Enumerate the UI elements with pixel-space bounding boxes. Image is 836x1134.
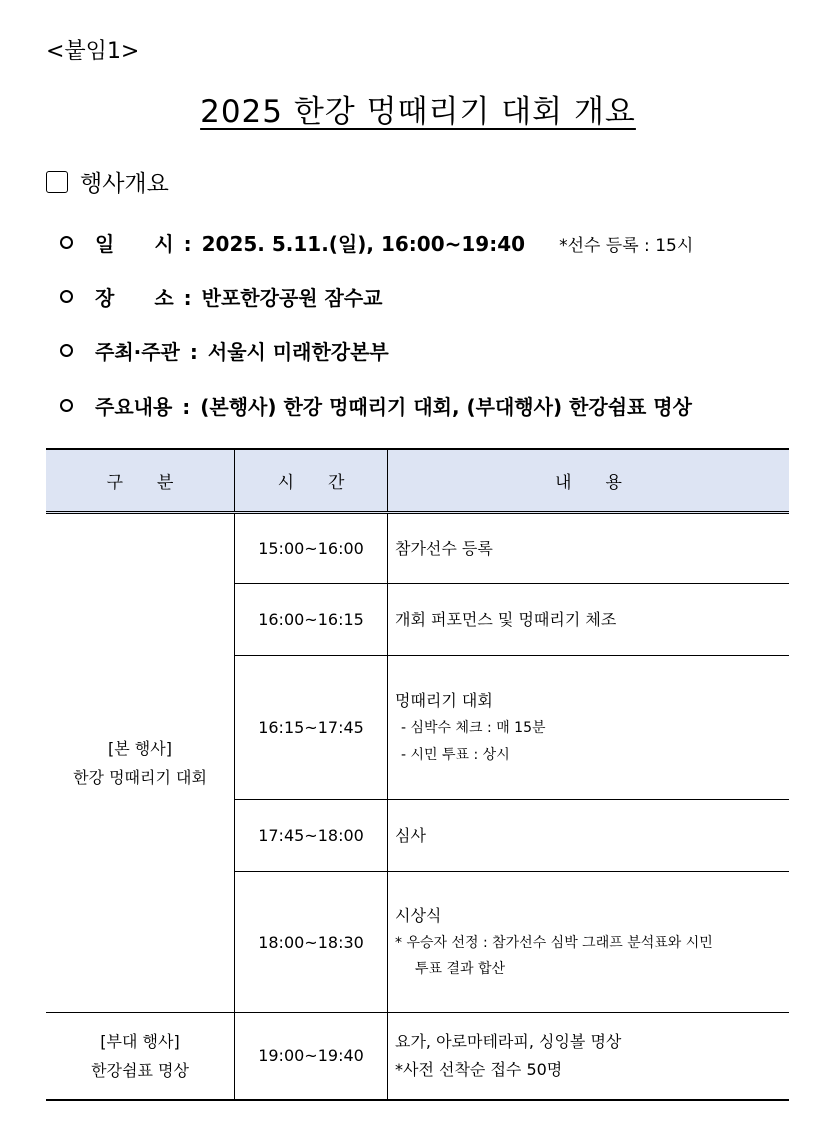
content-title: 요가, 아로마테라피, 싱잉볼 명상 [395,1031,622,1051]
bullet-label: 장 소 [95,286,174,310]
registration-note: *선수 등록 : 15시 [559,236,694,256]
content-cell [388,800,790,872]
table-header-row [46,449,789,513]
content-title: 개회 퍼포먼스 및 멍때리기 체조 [395,609,617,629]
content-cell [388,872,790,1013]
section-heading-text: 행사개요 [80,171,169,197]
bullet-contents [60,391,692,420]
header-content: 내 용 [388,449,790,513]
content-title: 참가선수 등록 [395,538,493,558]
content-note: * 우승자 선정 : 참가선수 심박 그래프 분석표와 시민 [395,935,713,951]
header-time: 시 간 [235,449,388,513]
category-sub-title: 한강쉼표 명상 [91,1060,189,1080]
table-row [46,1013,789,1100]
bullet-label: 일 시 [95,232,174,256]
bullet-label: 주요내용 [95,395,173,419]
content-detail: - 심박수 체크 : 매 15분 [401,719,546,736]
colon: : [183,286,192,310]
header-category: 구 분 [46,449,235,513]
content-cell [388,1013,790,1100]
category-main [46,513,235,1013]
section-heading [46,165,169,198]
time-cell: 19:00~19:40 [235,1013,388,1100]
content-detail: - 시민 투표 : 상시 [401,746,510,763]
time-cell: 15:00~16:00 [235,513,388,584]
circle-bullet-icon [60,344,73,357]
bullet-organizer [60,336,389,365]
category-sub-tag: [부대 행사] [100,1031,180,1051]
checkbox-square-icon [46,171,68,193]
bullet-place [60,282,382,311]
bullet-label: 주최·주관 [95,340,180,364]
time-cell: 16:00~16:15 [235,584,388,656]
content-title: 멍때리기 대회 [395,690,493,710]
category-sub [46,1013,235,1100]
bullet-value: 반포한강공원 잠수교 [201,286,383,310]
colon: : [189,340,198,364]
title-text: 2025 한강 멍때리기 대회 개요 [200,94,636,130]
content-title: 심사 [395,825,426,845]
content-cell [388,513,790,584]
bullet-value: 2025. 5.11.(일), 16:00~19:40 [201,232,526,256]
bullet-value: (본행사) 한강 멍때리기 대회, (부대행사) 한강쉼표 명상 [200,395,692,419]
document-title [0,86,836,131]
content-title: 시상식 [395,906,442,925]
content-cell [388,656,790,800]
bullet-value: 서울시 미래한강본부 [207,340,389,364]
content-cell [388,584,790,656]
circle-bullet-icon [60,236,73,249]
time-cell: 17:45~18:00 [235,800,388,872]
time-cell: 16:15~17:45 [235,656,388,800]
table-row [46,513,789,584]
content-note-cont: 투표 결과 합산 [415,961,506,977]
colon: : [182,395,191,419]
category-main-title: 한강 멍때리기 대회 [73,768,207,787]
circle-bullet-icon [60,290,73,303]
bullet-date [60,228,693,257]
schedule-table [46,448,789,1101]
circle-bullet-icon [60,399,73,412]
time-cell: 18:00~18:30 [235,872,388,1013]
attachment-label: <붙임1> [46,39,140,64]
colon: : [183,232,192,256]
category-main-tag: [본 행사] [108,739,172,758]
content-note: *사전 선착순 접수 50명 [395,1059,563,1079]
